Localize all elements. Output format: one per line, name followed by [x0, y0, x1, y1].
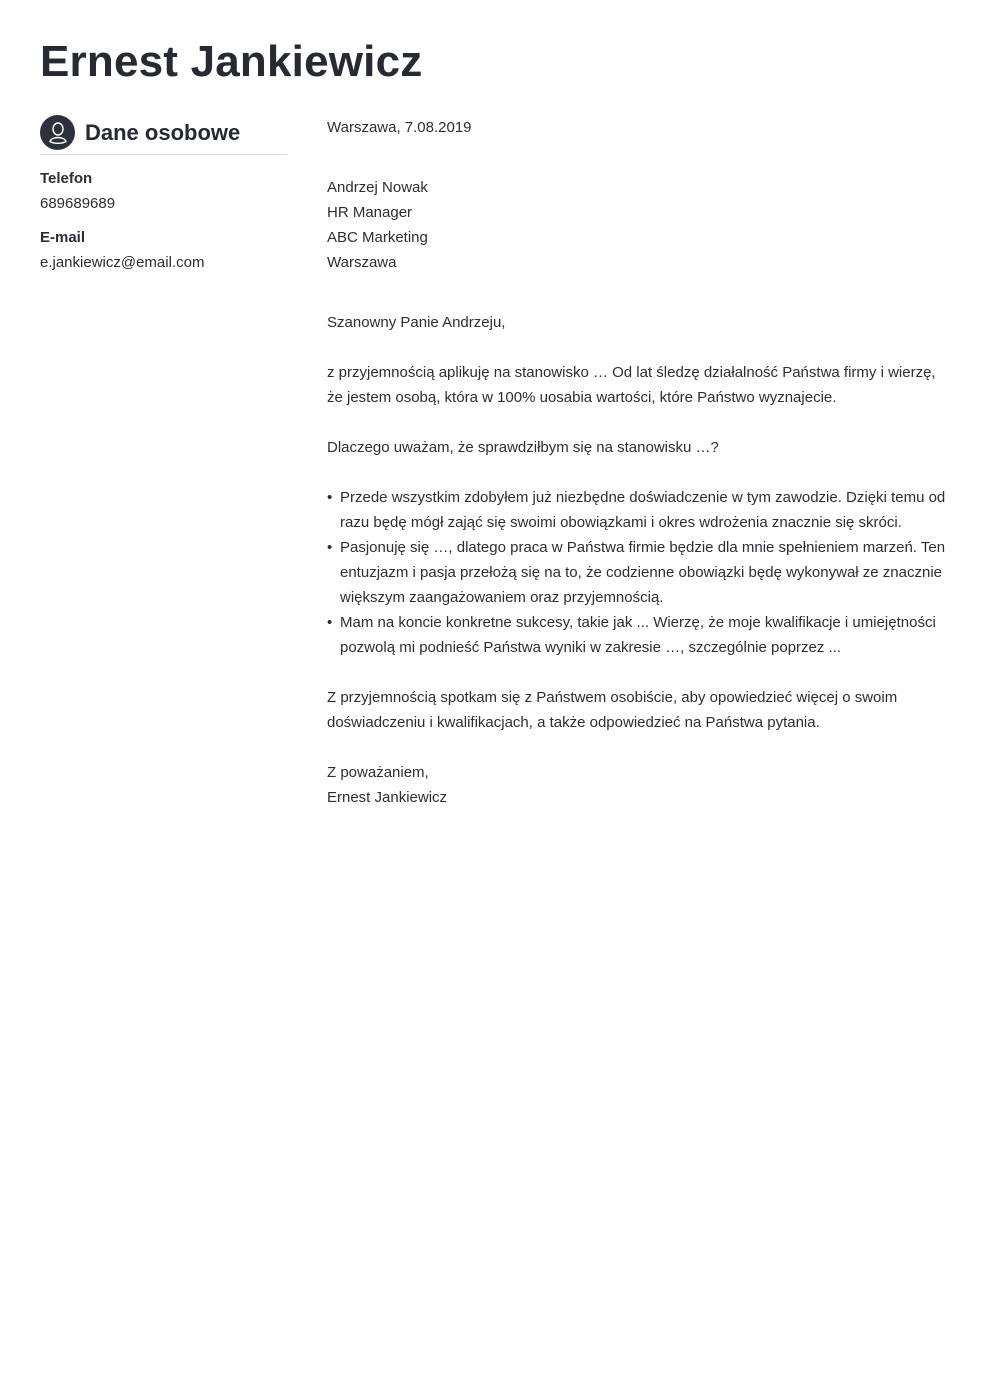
- applicant-name: Ernest Jankiewicz: [40, 37, 423, 86]
- person-icon: [40, 115, 75, 150]
- recipient-company: ABC Marketing: [327, 229, 428, 246]
- list-item: • Przede wszystkim zdobyłem już niezbędne doświadczenie w tym zawodzie. Dzięki temu od razu będę mógł zająć się swoimi obowiązkami i okres wdrożenia znacznie się skróci.: [327, 485, 952, 535]
- section-title: Dane osobowe: [85, 119, 241, 145]
- closing-paragraph: Z przyjemnością spotkam się z Państwem osobiście, aby opowiedzieć więcej o swoim doświadczeniu i kwalifikacjach, a także odpowiedzieć na Państwa pytania.: [327, 689, 898, 731]
- closing-block: [327, 760, 952, 810]
- phone-label: Telefon: [40, 170, 93, 187]
- reasons-list: [327, 485, 952, 660]
- email-label: E-mail: [40, 229, 86, 246]
- intro-paragraph: z przyjemnością aplikuję na stanowisko … Od lat śledzę działalność Państwa firmy i wierzę, że jestem osobą, która w 100% uosabia wartości, które Państwo wyznajecie.: [327, 364, 936, 406]
- letter-body: [327, 115, 952, 810]
- signature: Ernest Jankiewicz: [327, 789, 448, 806]
- recipient-name: Andrzej Nowak: [327, 179, 428, 196]
- recipient-city: Warszawa: [327, 254, 397, 271]
- greeting: Szanowny Panie Andrzeju,: [327, 314, 506, 331]
- recipient-position: HR Manager: [327, 204, 413, 221]
- question-paragraph: Dlaczego uważam, że sprawdziłbym się na stanowisku …?: [327, 439, 719, 456]
- sidebar: [40, 115, 287, 272]
- recipient-block: [327, 175, 952, 275]
- phone-value: 689689689: [40, 195, 116, 212]
- personal-data-header: [40, 115, 287, 155]
- email-value: e.jankiewicz@email.com: [40, 254, 205, 271]
- list-item: • Pasjonuję się …, dlatego praca w Państwa firmie będzie dla mnie spełnieniem marzeń. Ten entuzjazm i pasja przełożą się na to, że codzienne obowiązki będę wykonywał ze znacznie większym zaangażowaniem oraz przyjemnością.: [327, 535, 952, 610]
- list-item: • Mam na koncie konkretne sukcesy, takie jak ... Wierzę, że moje kwalifikacje i umiejętności pozwolą mi podnieść Państwa wyniki w zakresie …, szczególnie poprzez ...: [327, 610, 952, 660]
- sign-off: Z poważaniem,: [327, 764, 429, 781]
- letter-date: Warszawa, 7.08.2019: [327, 119, 472, 136]
